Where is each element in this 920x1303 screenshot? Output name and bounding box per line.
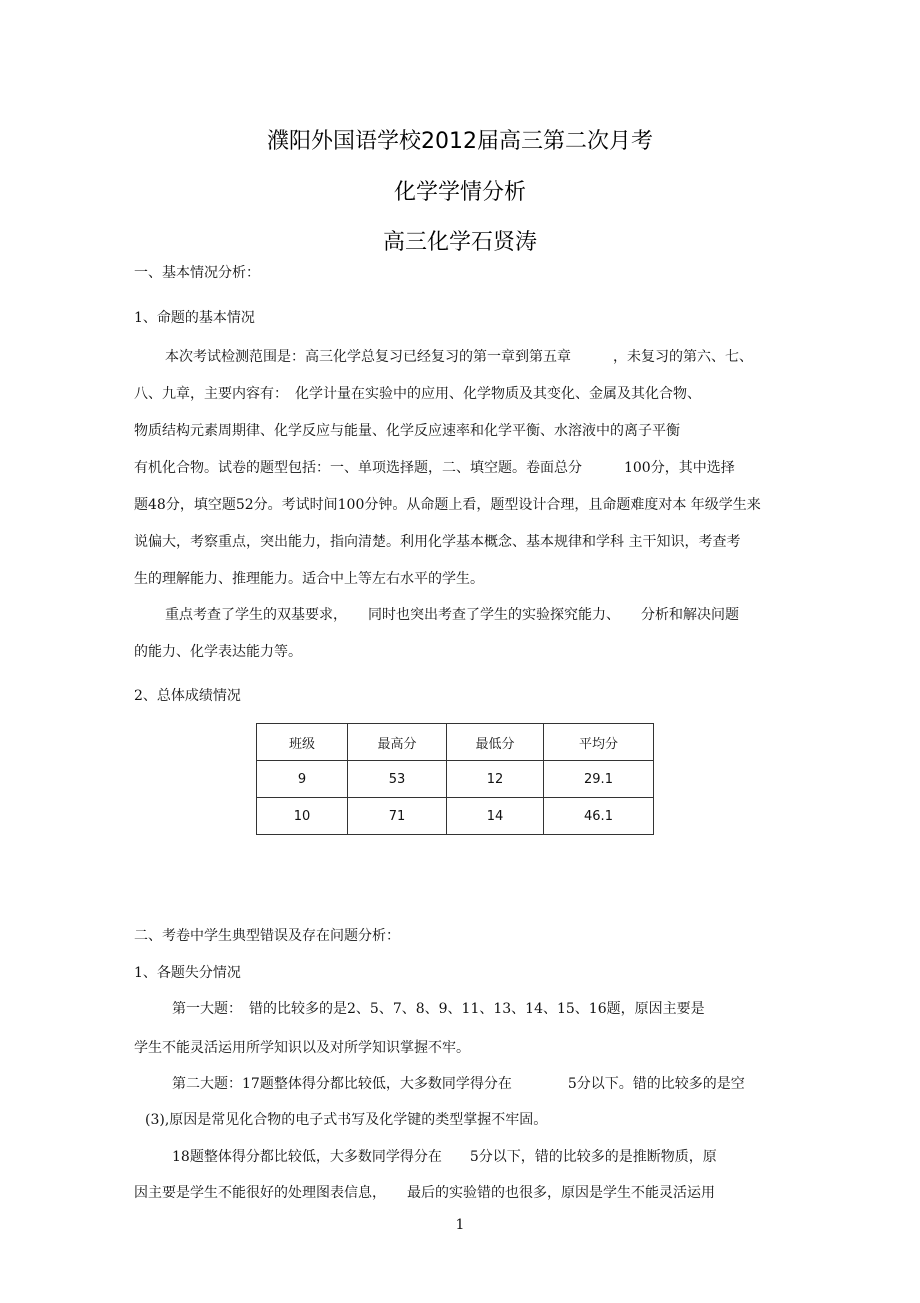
table-cell: 14 [447, 798, 544, 835]
paragraph-line: 生的理解能力、推理能力。适合中上等左右水平的学生。 [134, 571, 484, 587]
table-header-row [257, 724, 654, 761]
table-row [257, 798, 654, 835]
paragraph-line: 因主要是学生不能很好的处理图表信息， 最后的实验错的也很多，原因是学生不能灵活运用 [134, 1185, 715, 1201]
paragraph-line: 18题整体得分都比较低，大多数同学得分在 5分以下，错的比较多的是推断物质，原 [172, 1149, 717, 1165]
table-header-cell: 班级 [257, 724, 348, 761]
section-2-heading: 二、考卷中学生典型错误及存在问题分析： [134, 928, 400, 944]
table-cell: 46.1 [544, 798, 654, 835]
table-header-cell: 最低分 [447, 724, 544, 761]
paragraph-line: 八、九章，主要内容有： 化学计量在实验中的应用、化学物质及其变化、金属及其化合物、 [134, 386, 701, 402]
table-cell: 10 [257, 798, 348, 835]
section-1-heading: 一、基本情况分析： [134, 265, 260, 281]
paragraph-line: (3),原因是常见化合物的电子式书写及化学键的类型掌握不牢固。 [145, 1112, 548, 1128]
table-cell: 29.1 [544, 761, 654, 798]
section-1-2-heading: 2、总体成绩情况 [134, 688, 241, 704]
table-cell: 12 [447, 761, 544, 798]
paragraph-line: 有机化合物。试卷的题型包括：一、单项选择题，二、填空题。卷面总分 100分，其中选择 [134, 460, 735, 476]
page-number: 1 [455, 1217, 465, 1233]
document-subtitle: 化学学情分析 [393, 180, 526, 205]
table-cell: 9 [257, 761, 348, 798]
document-author: 高三化学石贤涛 [382, 230, 537, 255]
paragraph-line: 的能力、化学表达能力等。 [134, 644, 302, 660]
table-cell: 53 [348, 761, 447, 798]
paragraph-line: 重点考查了学生的双基要求， 同时也突出考查了学生的实验探究能力、 分析和解决问题 [165, 607, 739, 623]
table-cell: 71 [348, 798, 447, 835]
table-header-cell: 平均分 [544, 724, 654, 761]
table-header-cell: 最高分 [348, 724, 447, 761]
paragraph-line: 学生不能灵活运用所学知识以及对所学知识掌握不牢。 [134, 1040, 470, 1056]
paragraph-line: 物质结构元素周期律、化学反应与能量、化学反应速率和化学平衡、水溶液中的离子平衡 [134, 423, 680, 439]
section-1-1-heading: 1、命题的基本情况 [134, 310, 255, 326]
score-table [256, 723, 654, 835]
table-row [257, 761, 654, 798]
paragraph-line: 第一大题： 错的比较多的是2、5、7、8、9、11、13、14、15、16题，原因主要是 [172, 1001, 705, 1017]
paragraph-line: 题48分，填空题52分。考试时间100分钟。从命题上看，题型设计合理，且命题难度对本 年级学生来 [134, 497, 761, 513]
paragraph-line: 本次考试检测范围是：高三化学总复习已经复习的第一章到第五章 ，未复习的第六、七、 [165, 349, 753, 365]
paragraph-line: 第二大题：17题整体得分都比较低，大多数同学得分在 5分以下。错的比较多的是空 [172, 1076, 745, 1092]
document-title: 濮阳外国语学校2012届高三第二次月考 [267, 129, 653, 154]
paragraph-line: 说偏大，考察重点，突出能力，指向清楚。利用化学基本概念、基本规律和学科 主干知识，考查考 [134, 534, 741, 550]
section-2-1-heading: 1、各题失分情况 [134, 965, 241, 981]
